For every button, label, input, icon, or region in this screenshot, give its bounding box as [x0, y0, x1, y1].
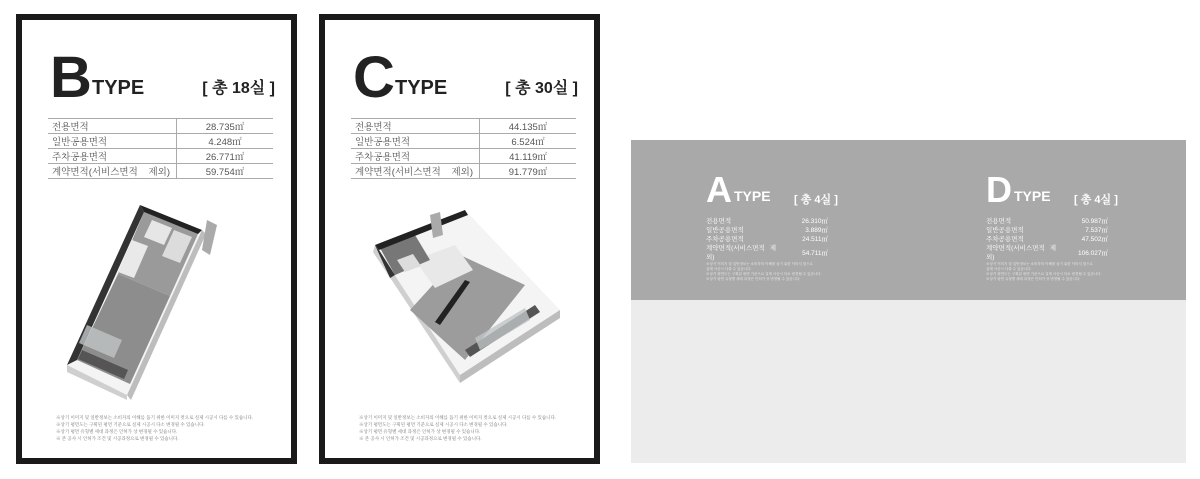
type-a-summary: [706, 170, 866, 300]
table-row: [706, 234, 828, 243]
spec-value: 4.248㎡: [177, 134, 274, 149]
type-b-header: [50, 45, 275, 110]
area-spec-table: [986, 216, 1108, 261]
spec-label: 전용면적: [986, 218, 1012, 225]
spec-value: 6.524㎡: [480, 134, 577, 149]
unit-count: [ 총 4실 ]: [794, 194, 838, 206]
spec-value: 3.889㎡: [805, 227, 828, 234]
type-letter: D: [986, 169, 1012, 210]
spec-value: 91.779㎡: [480, 164, 577, 179]
spec-value: 44.135㎡: [480, 119, 577, 134]
note-line: ※상기 평면 유형별 세대 과정은 인허가 상 변경될 수 있습니다.: [986, 277, 1081, 281]
table-row: [706, 243, 828, 261]
type-word: TYPE: [395, 77, 448, 99]
type-c-card: [319, 14, 600, 464]
note-line: ※상기 평면 유형별 세대 과정은 인허가 상 변경될 수 있습니다.: [359, 429, 481, 434]
note-line: ※ 본 공사 시 인허가 조건 및 시공과정으로 변경될 수 있습니다.: [56, 436, 179, 441]
table-row: [48, 134, 273, 149]
spec-label: 주차공용면적: [706, 236, 744, 243]
table-row: [351, 119, 576, 134]
note-line: ※상기 평면도는 구획된 평면 기준으로 실제 시공시 다소 변경될 수 있습니다.: [56, 422, 205, 427]
floor-plan-c-image: [355, 200, 575, 400]
spec-value: 7.537㎡: [1085, 227, 1108, 234]
spec-label: 계약면적(서비스면적 제외): [706, 245, 776, 261]
type-letter: C: [353, 45, 393, 110]
table-row: [351, 149, 576, 164]
note-line: ※상기 평면도는 구획된 평면 기준으로 실제 시공시 다소 변경될 수 있습니다.: [359, 422, 508, 427]
note-line: ※상기 이미지 및 일반정보는 소비자의 이해를 돕기 위한 이미지 컷으로: [706, 262, 813, 266]
spec-value: 28.735㎡: [177, 119, 274, 134]
spec-value: 54.711㎡: [802, 249, 828, 257]
type-b-card: [16, 14, 297, 464]
spec-label: 일반공용면적: [351, 134, 480, 149]
note-line: ※상기 평면 유형별 세대 과정은 인허가 상 변경될 수 있습니다.: [56, 429, 178, 434]
spec-label: 계약면적(서비스면적 제외): [986, 245, 1056, 261]
type-word: TYPE: [1014, 188, 1051, 204]
spec-label: 주차공용면적: [986, 236, 1024, 243]
spec-label: 일반공용면적: [986, 227, 1024, 234]
note-line: ※상기 이미지 및 일반정보는 소비자의 이해를 돕기 위한 이미지 컷으로 실제 시공시 다를 수 있습니다.: [56, 415, 254, 420]
floor-plan-b-image: [52, 200, 272, 400]
spec-value: 24.511㎡: [802, 236, 828, 243]
spec-label: 전용면적: [706, 218, 732, 225]
table-row: [706, 225, 828, 234]
spec-value: 41.119㎡: [480, 149, 577, 164]
area-spec-table: [48, 118, 273, 179]
note-line: ※상기 이미지 및 일반정보는 소비자의 이해를 돕기 위한 이미지 컷으로 실제 시공시 다를 수 있습니다.: [359, 415, 557, 420]
spec-label: 전용면적: [351, 119, 480, 134]
note-line: ※상기 평면 유형별 세대 과정은 인허가 상 변경될 수 있습니다.: [706, 277, 801, 281]
spec-label: 일반공용면적: [706, 227, 744, 234]
table-row: [351, 134, 576, 149]
spec-label: 계약면적(서비스면적 제외): [48, 164, 177, 179]
disclaimer-notes: [706, 262, 856, 282]
note-line: 실제 시공시 다를 수 있습니다.: [706, 267, 752, 271]
spec-label: 주차공용면적: [351, 149, 480, 164]
spec-label: 전용면적: [48, 119, 177, 134]
table-row: [351, 164, 576, 179]
type-d-summary: [986, 170, 1146, 300]
disclaimer-notes: [359, 414, 579, 442]
table-row: [986, 243, 1108, 261]
table-row: [706, 216, 828, 225]
note-line: ※상기 평면도는 구획된 평면 기준으로 실제 시공시 다소 변경될 수 있습니다.: [706, 272, 822, 276]
type-a-d-panel: [631, 140, 1186, 463]
note-line: ※ 본 공사 시 인허가 조건 및 시공과정으로 변경될 수 있습니다.: [359, 436, 482, 441]
unit-count: [ 총 30실 ]: [505, 80, 578, 97]
spec-value: 106.027㎡: [1078, 249, 1108, 257]
table-row: [48, 164, 273, 179]
spec-value: 59.754㎡: [177, 164, 274, 179]
area-spec-table: [351, 118, 576, 179]
table-row: [48, 119, 273, 134]
note-line: ※상기 평면도는 구획된 평면 기준으로 실제 시공시 다소 변경될 수 있습니다.: [986, 272, 1102, 276]
area-spec-table: [706, 216, 828, 261]
disclaimer-notes: [986, 262, 1136, 282]
spec-value: 47.502㎡: [1081, 236, 1108, 243]
unit-count: [ 총 4실 ]: [1074, 194, 1118, 206]
type-c-header: [353, 45, 578, 110]
spec-value: 26.771㎡: [177, 149, 274, 164]
type-letter: B: [50, 45, 90, 110]
spec-label: 일반공용면적: [48, 134, 177, 149]
type-letter: A: [706, 169, 732, 210]
spec-value: 26.310㎡: [801, 218, 828, 225]
note-line: 실제 시공시 다를 수 있습니다.: [986, 267, 1032, 271]
spec-label: 계약면적(서비스면적 제외): [351, 164, 480, 179]
table-row: [986, 234, 1108, 243]
panel-header-band: [631, 140, 1186, 300]
spec-label: 주차공용면적: [48, 149, 177, 164]
unit-count: [ 총 18실 ]: [202, 80, 275, 97]
type-word: TYPE: [92, 77, 145, 99]
spec-value: 50.987㎡: [1081, 218, 1108, 225]
table-row: [986, 216, 1108, 225]
table-row: [986, 225, 1108, 234]
disclaimer-notes: [56, 414, 276, 442]
type-word: TYPE: [734, 188, 771, 204]
table-row: [48, 149, 273, 164]
note-line: ※상기 이미지 및 일반정보는 소비자의 이해를 돕기 위한 이미지 컷으로: [986, 262, 1093, 266]
